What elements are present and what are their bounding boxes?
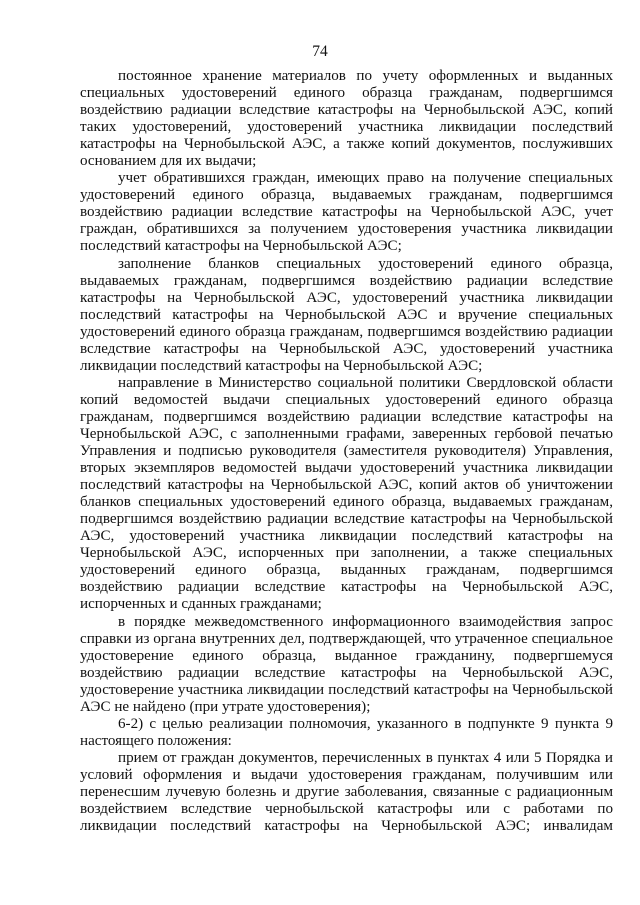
paragraph-storage-of-materials: постоянное хранение материалов по учету оформленных и выданных специальных удостоверений единого образца гражданам, подвергшимся воздействию радиации вследствие катастрофы на Чернобыльской АЭС, копий таких удостоверений, удостоверений участника ликвидации последствий катастрофы на Чернобыльской АЭС, а также копий документов, послуживших основанием для их выдачи; xyxy=(80,68,613,170)
document-body xyxy=(80,68,613,835)
paragraph-receiving-documents: прием от граждан документов, перечисленных в пунктах 4 или 5 Порядка и условий оформления и выдачи удостоверения гражданам, получившим или перенесшим лучевую болезнь и другие заболевания, связанные с радиационным воздействием вследствие чернобыльской катастрофы или с работами по ликвидации последствий катастрофы на Чернобыльской АЭС; инвалидам xyxy=(80,749,613,835)
paragraph-accounting-of-citizens: учет обратившихся граждан, имеющих право на получение специальных удостоверений единого образца, выдаваемых гражданам, подвергшимся воздействию радиации вследствие катастрофы на Чернобыльской АЭС, учет граждан, обратившихся за получением удостоверения участника ликвидации последствий катастрофы на Чернобыльской АЭС; xyxy=(80,170,613,255)
paragraph-filling-in-forms: заполнение бланков специальных удостоверений единого образца, выдаваемых гражданам, подвергшимся воздействию радиации вследствие катастрофы на Чернобыльской АЭС, удостоверений участника ликвидации последствий катастрофы на Чернобыльской АЭС и вручение специальных удостоверений единого образца гражданам, подвергшимся воздействию радиации вследствие катастрофы на Чернобыльской АЭС, удостоверений участника ликвидации последствий катастрофы на Чернобыльской АЭС; xyxy=(80,255,613,374)
paragraph-interagency-request: в порядке межведомственного информационного взаимодействия запрос справки из органа внутренних дел, подтверждающей, что утраченное специальное удостоверение единого образца, выданное гражданину, подвергшемуся воздействию радиации вследствие катастрофы на Чернобыльской АЭС, удостоверение участника ликвидации последствий катастрофы на Чернобыльской АЭС не найдено (при утрате удостоверения); xyxy=(80,613,613,715)
paragraph-subitem-6-2: 6-2) с целью реализации полномочия, указанного в подпункте 9 пункта 9 настоящего положения: xyxy=(80,715,613,749)
paragraph-sending-to-ministry: направление в Министерство социальной политики Свердловской области копий ведомостей выдачи специальных удостоверений единого образца гражданам, подвергшимся воздействию радиации вследствие катастрофы на Чернобыльской АЭС, с заполненными графами, заверенных гербовой печатью Управления и подписью руководителя (заместителя руководителя) Управления, вторых экземпляров ведомостей выдачи удостоверений участника ликвидации последствий катастрофы на Чернобыльской АЭС, копий актов об уничтожении бланков специальных удостоверений единого образца, выдаваемых гражданам, подвергшимся воздействию радиации вследствие катастрофы на Чернобыльской АЭС, удостоверений участника ликвидации последствий катастрофы на Чернобыльской АЭС, испорченных при заполнении, а также специальных удостоверений единого образца, выданных гражданам, подвергшимся воздействию радиации вследствие катастрофы на Чернобыльской АЭС, испорченных и сданных гражданами; xyxy=(80,374,613,613)
page-number: 74 xyxy=(312,43,328,60)
